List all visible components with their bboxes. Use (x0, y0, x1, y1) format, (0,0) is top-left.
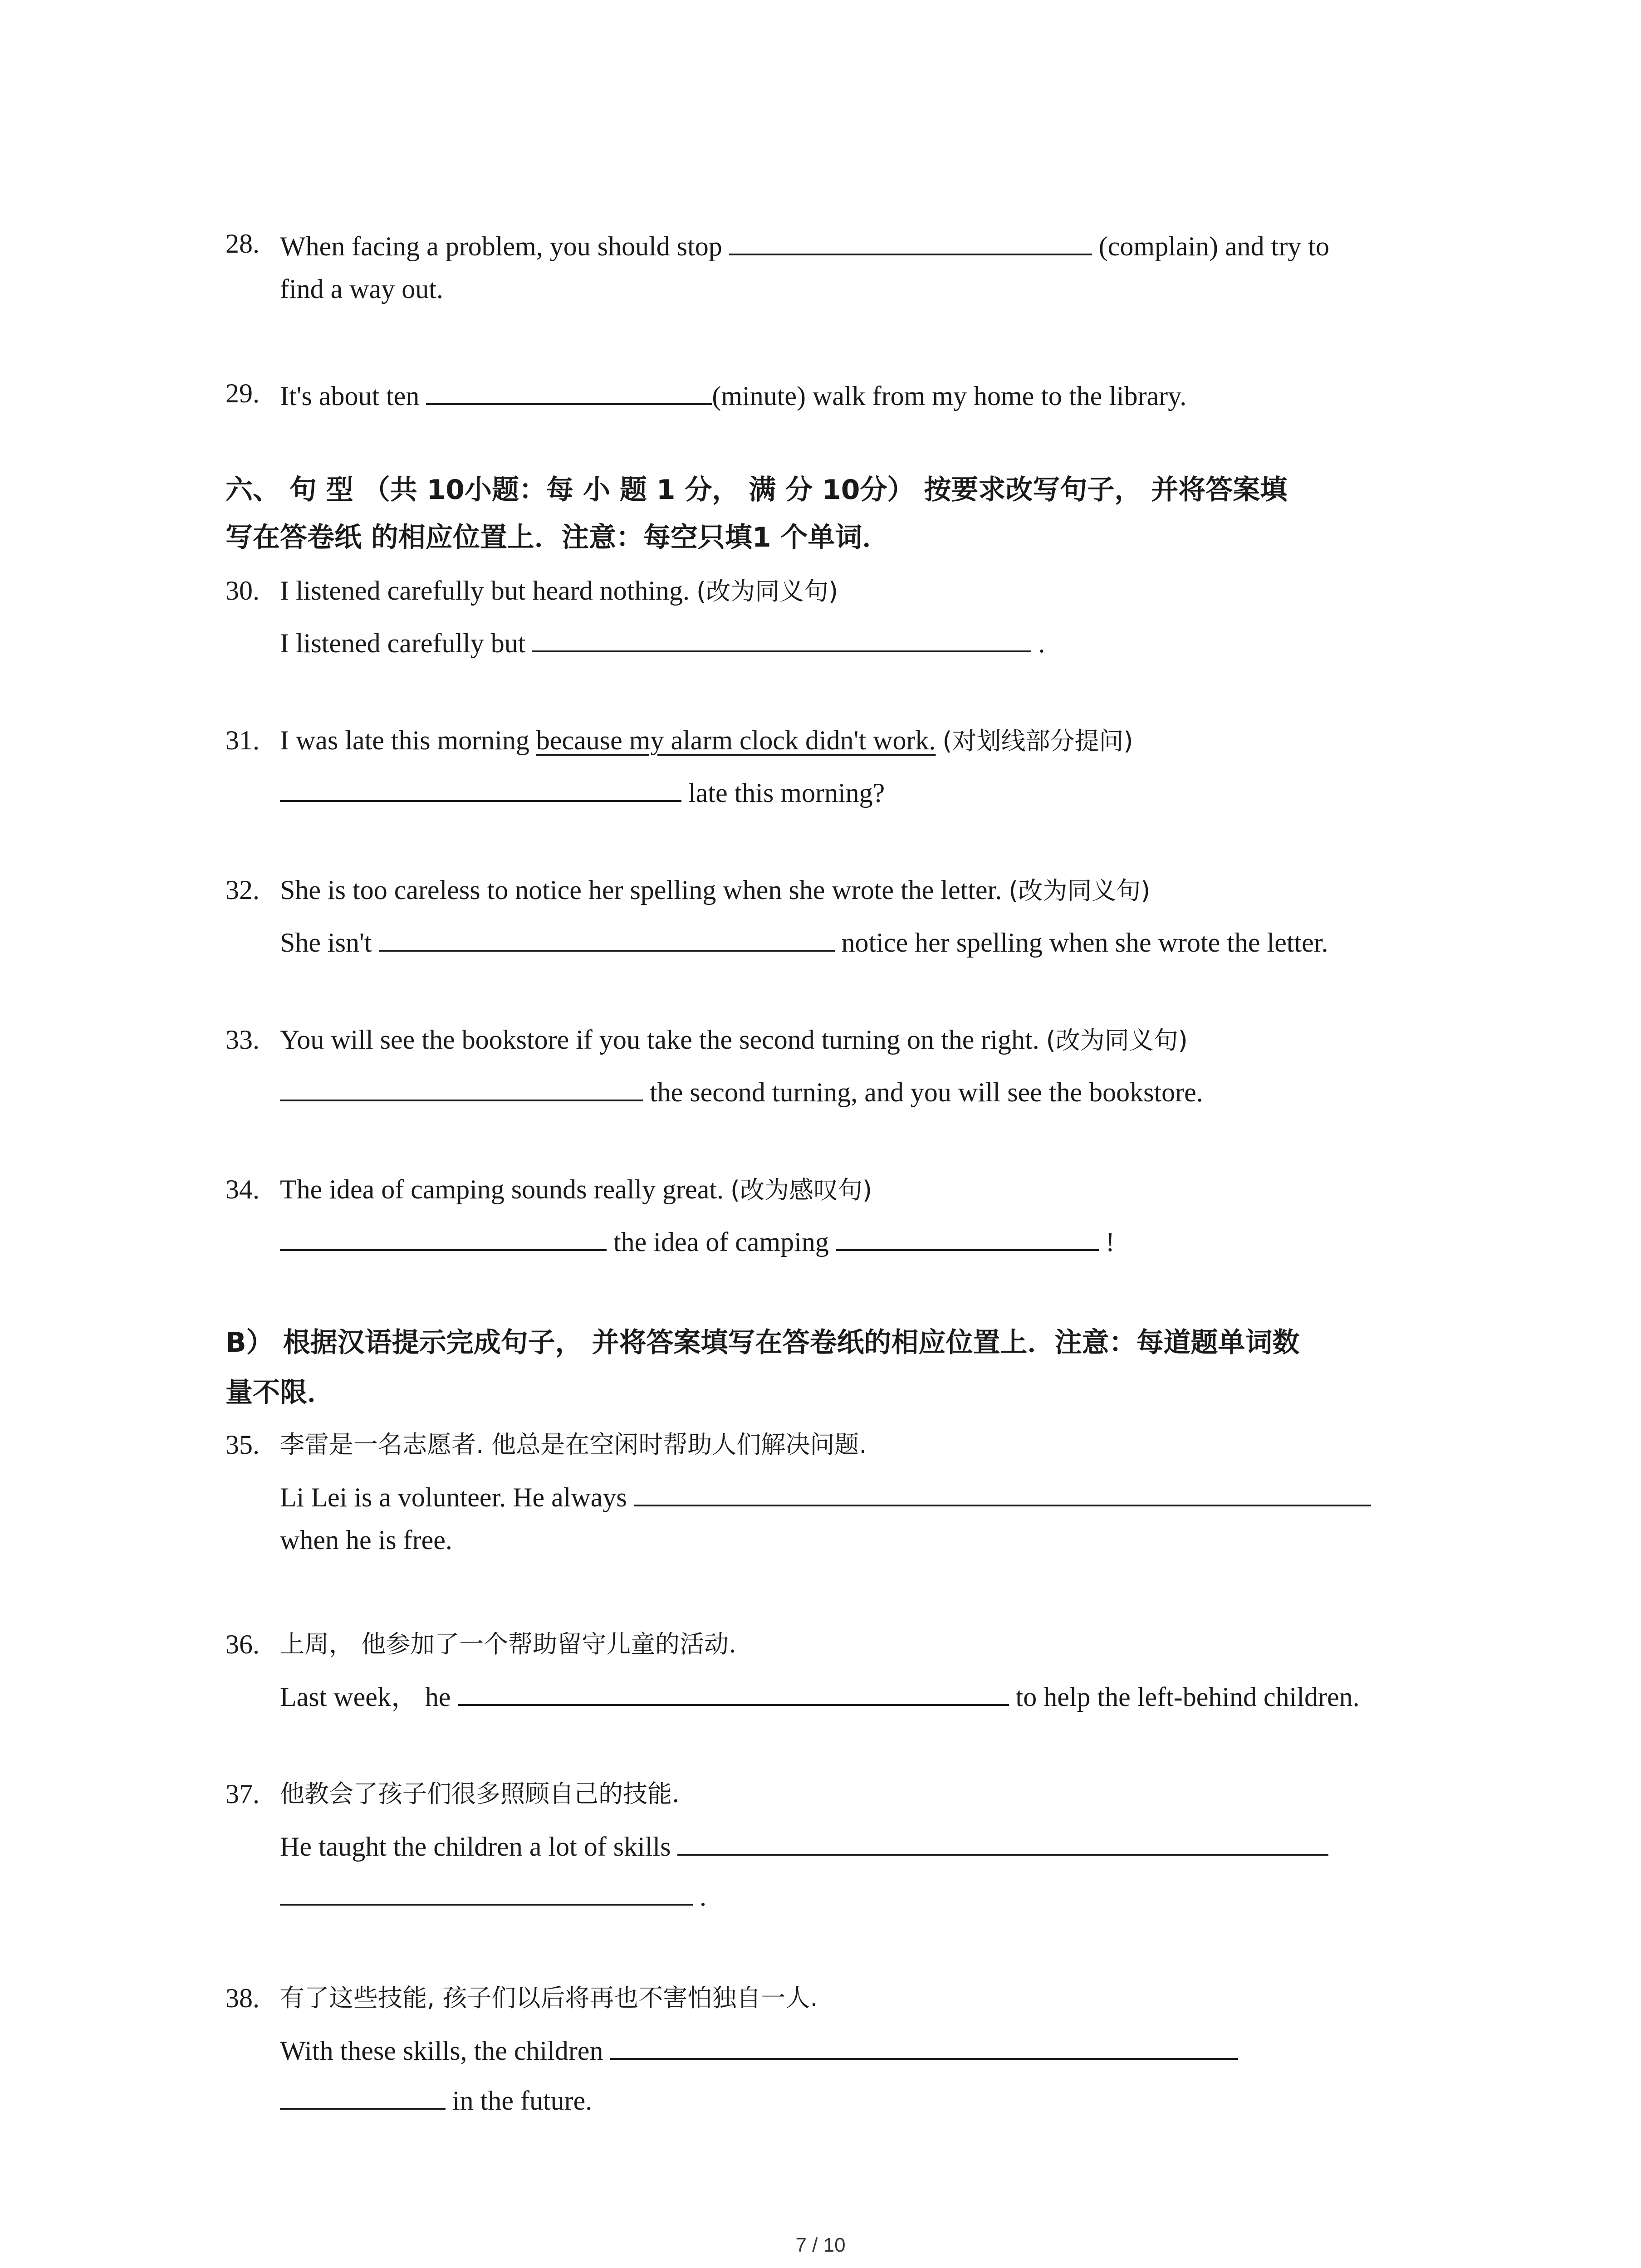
question-text: when he is free. (280, 1525, 452, 1555)
question-text: to help the left-behind children. (1015, 1682, 1360, 1712)
answer-blank[interactable] (458, 1676, 1009, 1706)
answer-blank[interactable] (379, 922, 835, 952)
underlined-part: because my alarm clock didn't work. (536, 725, 936, 755)
answer-blank[interactable] (426, 375, 712, 405)
question-text: ! (1105, 1227, 1115, 1257)
question-text: . (1038, 628, 1045, 658)
question-number: 30. (225, 576, 260, 606)
answer-blank[interactable] (280, 2080, 446, 2110)
answer-blank[interactable] (836, 1221, 1099, 1251)
question-text: When facing a problem, you should stop (280, 231, 722, 261)
question-text: late this morning? (688, 778, 885, 808)
question-number: 34. (225, 1174, 260, 1204)
question-text: the second turning, and you will see the bookstore. (650, 1077, 1203, 1107)
question-number: 37. (225, 1779, 260, 1809)
answer-blank[interactable] (729, 225, 1092, 255)
section-heading: 六、 句 型 （共 10小题：每 小 题 1 分， 满 分 10分） 按要求改写句子， 并将答案填 (225, 474, 1288, 506)
answer-blank[interactable] (610, 2030, 1238, 2060)
instruction-note: (改为同义句) (1046, 1026, 1188, 1055)
question-text: The idea of camping sounds really great. (280, 1174, 724, 1204)
question-number: 29. (225, 378, 260, 408)
question-number: 35. (225, 1430, 260, 1460)
chinese-prompt: 他教会了孩子们很多照顾自己的技能． (280, 1779, 696, 1808)
section-heading: B） 根据汉语提示完成句子， 并将答案填写在答卷纸的相应位置上．注意：每道题单词数 (225, 1327, 1300, 1359)
question-text: (complain) and try to (1098, 231, 1329, 261)
question-text: I listened carefully but heard nothing. (280, 576, 690, 606)
question-text: in the future. (452, 2086, 593, 2116)
question-text: It's about ten (280, 381, 420, 411)
answer-blank[interactable] (280, 1876, 693, 1906)
question-text: (minute) walk from my home to the library. (712, 381, 1187, 411)
page-number: 7 / 10 (795, 2234, 846, 2256)
chinese-prompt: 有了这些技能, 孩子们以后将再也不害怕独自一人. (280, 1984, 818, 2012)
answer-blank[interactable] (280, 772, 681, 802)
answer-blank[interactable] (634, 1476, 1371, 1506)
instruction-note: (对划线部分提问) (942, 727, 1133, 755)
section-heading: 写在答卷纸 的相应位置上．注意：每空只填1 个单词． (225, 522, 890, 553)
section-heading: 量不限． (225, 1377, 334, 1408)
instruction-note: (改为同义句) (696, 577, 838, 606)
question-text: find a way out. (280, 274, 443, 304)
question-text: I listened carefully but (280, 628, 526, 658)
answer-blank[interactable] (532, 622, 1031, 652)
question-number: 28. (225, 229, 260, 259)
question-text: She isn't (280, 928, 372, 958)
chinese-prompt: 上周， 他参加了一个帮助留守儿童的活动． (280, 1630, 754, 1658)
question-text: I was late this morning (280, 725, 529, 755)
instruction-note: (改为感叹句) (730, 1176, 872, 1204)
answer-blank[interactable] (677, 1826, 1328, 1856)
question-number: 32. (225, 875, 260, 905)
question-number: 38. (225, 1983, 260, 2013)
question-number: 31. (225, 725, 260, 755)
question-text: You will see the bookstore if you take the second turning on the right. (280, 1025, 1039, 1055)
question-number: 36. (225, 1629, 260, 1659)
question-text: the idea of camping (613, 1227, 829, 1257)
question-text: With these skills, the children (280, 2036, 603, 2066)
question-text: notice her spelling when she wrote the letter. (841, 928, 1328, 958)
question-number: 33. (225, 1025, 260, 1055)
question-text: . (700, 1882, 706, 1911)
instruction-note: (改为同义句) (1009, 876, 1151, 905)
question-text: Li Lei is a volunteer. He always (280, 1482, 627, 1512)
question-text: She is too careless to notice her spelling when she wrote the letter. (280, 875, 1002, 905)
answer-blank[interactable] (280, 1221, 607, 1251)
question-text: Last week， he (280, 1682, 451, 1712)
chinese-prompt: 李雷是一名志愿者. 他总是在空闲时帮助人们解决问题. (280, 1430, 867, 1459)
answer-blank[interactable] (280, 1071, 643, 1101)
question-text: He taught the children a lot of skills (280, 1832, 671, 1862)
